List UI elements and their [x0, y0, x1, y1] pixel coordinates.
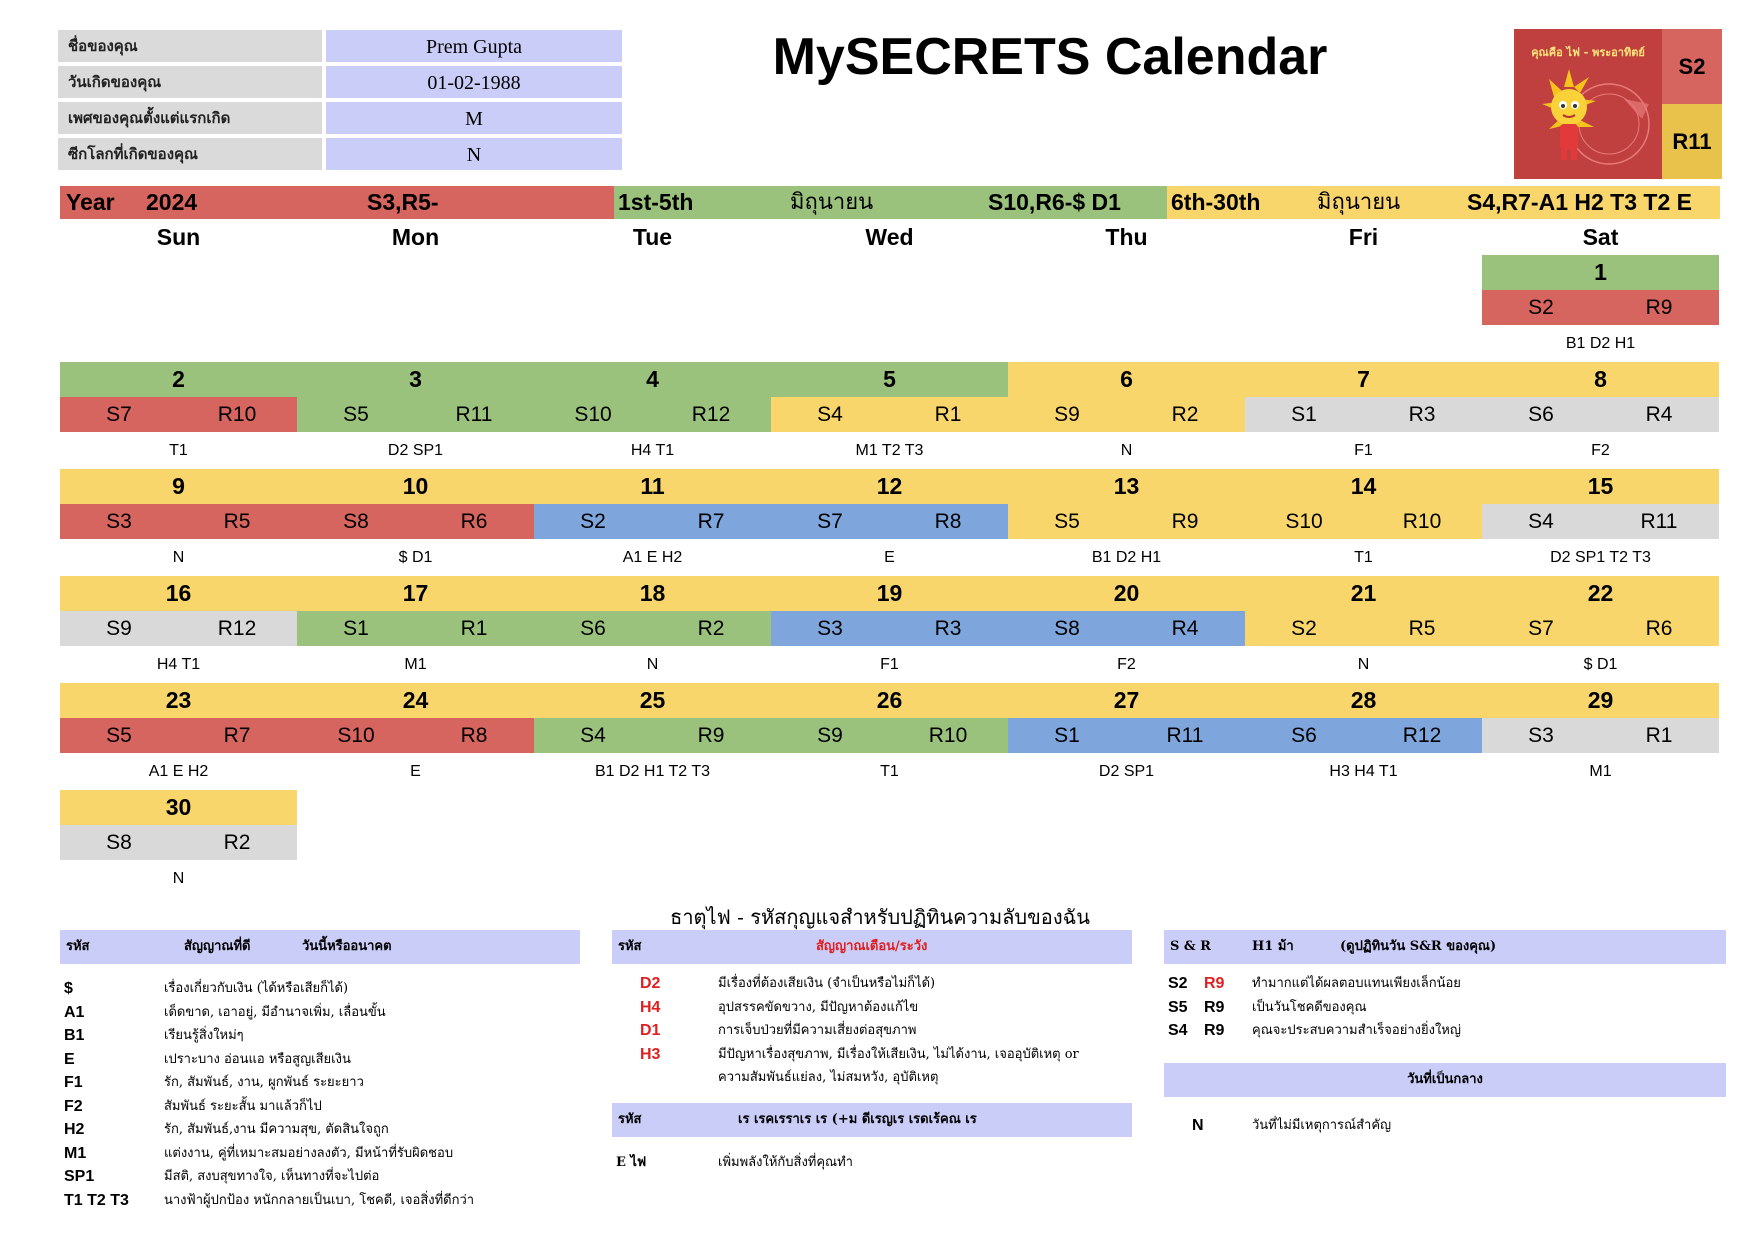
sr-head-text: (ดูปฏิทินวัน S&R ของคุณ) [1340, 939, 1497, 954]
profile-value-birthdate: 01-02-1988 [326, 66, 622, 98]
warning-desc: อุปสรรคขัดขวาง, มีปัญหาต้องแก้ไข [718, 999, 919, 1015]
good-sign-code: SP1 [64, 1168, 95, 1185]
day-s-code: S1 [1291, 403, 1317, 426]
day-number: 29 [1482, 683, 1719, 718]
day-r-code: R3 [934, 617, 962, 640]
warning-desc: ความสัมพันธ์แย่ลง, ไม่สมหวัง, อุบัติเหตุ [718, 1070, 939, 1085]
day-number: 22 [1482, 576, 1719, 611]
neutral-desc: วันที่ไม่มีเหตุการณ์สำคัญ [1252, 1118, 1392, 1133]
day-sr-row [1245, 611, 1482, 646]
day-r-code: R2 [1171, 403, 1199, 426]
day-event-codes: F1 [1354, 442, 1373, 459]
day-r-code: R10 [1402, 510, 1442, 533]
day-sr-row [60, 718, 297, 753]
energy-code: E ไฟ [616, 1155, 647, 1170]
warning-desc: มีเรื่องที่ต้องเสียเงิน (จำเป็นหรือไม่ก็ได้) [718, 976, 936, 991]
sr-s-code: S2 [1168, 975, 1188, 992]
dow-fri: Fri [1348, 224, 1379, 250]
year-codes: S3,R5- [367, 189, 439, 215]
day-number: 24 [297, 683, 534, 718]
sr-s-code: S4 [1168, 1022, 1188, 1039]
day-r-code: R11 [1166, 724, 1204, 747]
warnings-head-sign: สัญญาณเตือน/ระวัง [816, 939, 928, 954]
good-sign-code: $ [64, 980, 73, 997]
day-sr-row [1482, 397, 1719, 432]
day-s-code: S1 [1054, 724, 1080, 747]
day-event-codes: F2 [1117, 656, 1136, 673]
day-event-codes: H4 T1 [156, 656, 201, 673]
dow-sat: Sat [1582, 224, 1619, 250]
day-r-code: R4 [1171, 617, 1199, 640]
day-number: 23 [60, 683, 297, 718]
day-event-codes: D2 SP1 [1098, 763, 1155, 780]
warnings-header [612, 930, 1132, 964]
day-event-codes: D2 SP1 T2 T3 [1550, 549, 1651, 566]
day-s-code: S7 [1528, 617, 1554, 640]
day-number: 8 [1482, 362, 1719, 397]
day-event-codes: H3 H4 T1 [1329, 763, 1398, 780]
profile-label-name: ชื่อของคุณ [58, 30, 322, 62]
good-sign-desc: รัก, สัมพันธ์,งาน มีความสุข, ตัดสินใจถูก [164, 1122, 389, 1137]
day-sr-row [534, 504, 771, 539]
day-r-code: R11 [455, 403, 493, 426]
day-event-codes: A1 E H2 [148, 763, 209, 780]
day-sr-row [60, 825, 297, 860]
day-r-code: R7 [223, 724, 251, 747]
energy-head-text: เร เรคเรราเร เร (+ม ดีเรญเร เรดเร้คณ เร [738, 1112, 977, 1127]
day-r-code: R12 [1402, 724, 1442, 747]
good-sign-code: B1 [64, 1027, 85, 1044]
day-s-code: S1 [343, 617, 369, 640]
day-event-codes: T1 [169, 442, 188, 459]
day-event-codes: N [1120, 442, 1133, 459]
day-r-code: R10 [217, 403, 257, 426]
day-r-code: R1 [1645, 724, 1673, 747]
year-value: 2024 [146, 189, 198, 215]
element-badge-s: S2 [1662, 29, 1722, 104]
day-r-code: R3 [1408, 403, 1436, 426]
good-signs-head-sign: สัญญาณที่ดี [184, 939, 251, 954]
good-sign-desc: สัมพันธ์ ระยะสั้น มาแล้วก็ไป [164, 1098, 322, 1114]
day-r-code: R1 [460, 617, 488, 640]
day-sr-row [771, 611, 1008, 646]
good-sign-code: F2 [64, 1097, 83, 1115]
good-sign-desc: เด็ดขาด, เอาอยู่, มีอำนาจเพิ่ม, เลื่อนขั้น [164, 1004, 386, 1020]
energy-header [612, 1103, 1132, 1137]
day-number: 9 [60, 469, 297, 504]
warning-desc: การเจ็บป่วยที่มีความเสี่ยงต่อสุขภาพ [718, 1023, 917, 1038]
good-sign-code: A1 [64, 1003, 85, 1021]
sr-r-code: R9 [1204, 998, 1225, 1016]
day-event-codes: E [410, 763, 421, 780]
period2-codes: S4,R7-A1 H2 T3 T2 E [1467, 189, 1692, 215]
day-event-codes: D2 SP1 [387, 442, 444, 459]
dow-wed: Wed [865, 224, 914, 250]
day-s-code: S5 [343, 403, 369, 426]
day-number: 27 [1008, 683, 1245, 718]
year-band [60, 186, 614, 219]
day-s-code: S10 [337, 724, 375, 747]
day-number: 1 [1482, 255, 1719, 290]
day-sr-row [297, 504, 534, 539]
day-number: 13 [1008, 469, 1245, 504]
good-sign-desc: มีสติ, สงบสุขทางใจ, เห็นทางที่จะไปต่อ [164, 1169, 380, 1184]
day-event-codes: F1 [880, 656, 899, 673]
day-event-codes: T1 [880, 763, 899, 780]
day-sr-row [771, 718, 1008, 753]
day-r-code: R12 [691, 403, 731, 426]
day-r-code: R2 [223, 831, 251, 854]
day-sr-row [1008, 718, 1245, 753]
day-event-codes: M1 [1589, 763, 1612, 780]
day-sr-row [534, 718, 771, 753]
day-sr-row [1245, 397, 1482, 432]
good-signs-header [60, 930, 580, 964]
day-number: 14 [1245, 469, 1482, 504]
day-number: 5 [771, 362, 1008, 397]
day-s-code: S2 [580, 510, 606, 533]
day-r-code: R6 [1645, 617, 1673, 640]
day-s-code: S4 [1528, 510, 1554, 533]
day-sr-row [1482, 611, 1719, 646]
day-r-code: R10 [928, 724, 968, 747]
day-number: 7 [1245, 362, 1482, 397]
day-s-code: S10 [574, 403, 612, 426]
sr-r-code: R9 [1204, 1022, 1225, 1039]
day-event-codes: E [884, 549, 895, 566]
dow-sun: Sun [156, 224, 201, 250]
good-sign-code: E [64, 1050, 75, 1068]
day-r-code: R5 [223, 510, 251, 533]
period1-band [614, 186, 1167, 219]
day-number: 2 [60, 362, 297, 397]
period1-range: 1st-5th [618, 189, 694, 215]
day-s-code: S9 [1054, 403, 1080, 426]
profile-label-birthdate: วันเกิดของคุณ [58, 66, 322, 98]
good-sign-desc: รัก, สัมพันธ์, งาน, ผูกพันธ์ ระยะยาว [164, 1075, 364, 1090]
day-number: 25 [534, 683, 771, 718]
day-s-code: S7 [817, 510, 843, 533]
day-event-codes: N [646, 656, 659, 673]
day-event-codes: F2 [1591, 442, 1610, 459]
day-event-codes: $ D1 [1583, 656, 1618, 673]
day-event-codes: A1 E H2 [622, 549, 683, 566]
good-sign-code: T1 T2 T3 [64, 1191, 129, 1209]
day-s-code: S8 [106, 831, 132, 854]
page-title: MySECRETS Calendar [772, 28, 1328, 86]
warning-code: H3 [640, 1045, 661, 1063]
day-number: 30 [60, 790, 297, 825]
good-signs-head-code: รหัส [66, 939, 90, 954]
warning-code: D2 [640, 975, 661, 992]
day-s-code: S9 [817, 724, 843, 747]
day-r-code: R12 [217, 617, 257, 640]
sr-desc: ทำมากแต่ได้ผลตอบแทนเพียงเล็กน้อย [1252, 976, 1461, 991]
sr-desc: คุณจะประสบความสำเร็จอย่างยิ่งใหญ่ [1252, 1023, 1461, 1038]
day-r-code: R9 [1645, 296, 1673, 319]
dow-thu: Thu [1105, 224, 1148, 250]
warning-code: D1 [640, 1022, 661, 1039]
sr-header [1164, 930, 1726, 964]
day-event-codes: N [172, 870, 185, 887]
day-number: 20 [1008, 576, 1245, 611]
profile-value-name: Prem Gupta [326, 30, 622, 62]
neutral-head-text: วันที่เป็นกลาง [1407, 1072, 1483, 1087]
element-badge-r: R11 [1662, 104, 1722, 179]
day-s-code: S7 [106, 403, 132, 426]
day-number: 26 [771, 683, 1008, 718]
key-title: ธาตุไฟ - รหัสกุญแจสำหรับปฏิทินความลับของฉัน [670, 905, 1090, 929]
year-label: Year [66, 189, 115, 215]
day-sr-row [60, 397, 297, 432]
sr-head-h1: H1 ม้า [1252, 939, 1294, 954]
day-sr-row [297, 718, 534, 753]
good-signs-head-time: วันนี้หรืออนาคต [302, 939, 392, 954]
day-number: 18 [534, 576, 771, 611]
day-r-code: R5 [1408, 617, 1436, 640]
sr-head-code: S & R [1170, 939, 1211, 954]
profile-label-gender: เพศของคุณตั้งแต่แรกเกิด [58, 102, 322, 134]
period1-month: มิถุนายน [790, 190, 874, 215]
energy-desc: เพิ่มพลังให้กับสิ่งที่คุณทำ [718, 1155, 853, 1170]
day-number: 3 [297, 362, 534, 397]
day-s-code: S2 [1291, 617, 1317, 640]
day-sr-row [771, 397, 1008, 432]
good-sign-code: H2 [64, 1121, 85, 1138]
day-event-codes: M1 [404, 656, 427, 673]
day-sr-row [534, 397, 771, 432]
day-s-code: S3 [106, 510, 132, 533]
day-sr-row [1245, 718, 1482, 753]
sun-mascot-icon [1514, 29, 1662, 179]
warning-code: H4 [640, 998, 661, 1016]
day-r-code: R9 [1171, 510, 1199, 533]
neutral-code: N [1192, 1117, 1204, 1134]
day-s-code: S6 [1291, 724, 1317, 747]
day-sr-row [534, 611, 771, 646]
profile-value-gender: M [326, 102, 622, 134]
day-sr-row [60, 504, 297, 539]
period2-month: มิถุนายน [1317, 190, 1401, 215]
day-s-code: S5 [106, 724, 132, 747]
day-event-codes: N [172, 549, 185, 566]
day-sr-row [1482, 718, 1719, 753]
day-sr-row [1245, 504, 1482, 539]
day-s-code: S3 [817, 617, 843, 640]
day-s-code: S10 [1285, 510, 1323, 533]
dow-mon: Mon [391, 224, 440, 250]
day-r-code: R8 [934, 510, 962, 533]
warnings-head-code: รหัส [618, 939, 642, 954]
day-number: 17 [297, 576, 534, 611]
good-sign-desc: เรียนรู้สิ่งใหม่ๆ [164, 1028, 244, 1043]
sr-r-code: R9 [1204, 975, 1225, 992]
day-event-codes: H4 T1 [630, 442, 675, 459]
profile-label-hemisphere: ซีกโลกที่เกิดของคุณ [58, 138, 322, 170]
element-logo [1514, 29, 1662, 179]
day-s-code: S5 [1054, 510, 1080, 533]
day-event-codes: N [1357, 656, 1370, 673]
sr-s-code: S5 [1168, 998, 1188, 1016]
day-s-code: S3 [1528, 724, 1554, 747]
good-sign-desc: แต่งงาน, คู่ที่เหมาะสมอย่างลงตัว, มีหน้าที่รับผิดชอบ [164, 1145, 454, 1161]
day-number: 15 [1482, 469, 1719, 504]
day-sr-row [297, 397, 534, 432]
day-r-code: R9 [697, 724, 725, 747]
day-s-code: S8 [343, 510, 369, 533]
day-event-codes: B1 D2 H1 [1091, 549, 1162, 566]
day-number: 21 [1245, 576, 1482, 611]
day-r-code: R1 [934, 403, 962, 426]
day-number: 16 [60, 576, 297, 611]
neutral-header [1164, 1063, 1726, 1097]
day-number: 19 [771, 576, 1008, 611]
good-sign-desc: เรื่องเกี่ยวกับเงิน (ได้หรือเสียก็ได้) [164, 981, 349, 996]
period2-band [1167, 186, 1720, 219]
energy-head-code: รหัส [618, 1112, 642, 1127]
day-sr-row [771, 504, 1008, 539]
period2-range: 6th-30th [1171, 189, 1261, 215]
day-sr-row [1008, 611, 1245, 646]
day-s-code: S2 [1528, 296, 1554, 319]
good-sign-desc: นางฟ้าผู้ปกป้อง หนักกลายเป็นเบา, โชคดี, เจอสิ่งที่ดีกว่า [164, 1192, 475, 1208]
profile-value-hemisphere: N [326, 138, 622, 170]
good-sign-desc: เปราะบาง อ่อนแอ หรือสูญเสียเงิน [164, 1051, 351, 1067]
day-sr-row [1482, 504, 1719, 539]
good-sign-code: M1 [64, 1144, 87, 1162]
dow-tue: Tue [632, 224, 673, 250]
day-sr-row [297, 611, 534, 646]
day-s-code: S6 [580, 617, 606, 640]
day-event-codes: B1 D2 H1 [1565, 335, 1636, 352]
day-r-code: R4 [1645, 403, 1673, 426]
day-event-codes: B1 D2 H1 T2 T3 [594, 763, 711, 780]
day-sr-row [1482, 290, 1719, 325]
day-event-codes: $ D1 [398, 549, 433, 566]
warning-desc: มีปัญหาเรื่องสุขภาพ, มีเรื่องให้เสียเงิน, ไม่ได้งาน, เจออุบัติเหตุ or [718, 1046, 1079, 1062]
day-number: 11 [534, 469, 771, 504]
day-number: 28 [1245, 683, 1482, 718]
day-number: 4 [534, 362, 771, 397]
good-sign-code: F1 [64, 1074, 83, 1091]
period1-codes: S10,R6-$ D1 [988, 189, 1121, 215]
day-number: 6 [1008, 362, 1245, 397]
day-r-code: R11 [1640, 510, 1678, 533]
logo-caption: คุณคือ ไฟ - พระอาทิตย์ [1531, 46, 1645, 59]
day-r-code: R2 [697, 617, 725, 640]
day-event-codes: M1 T2 T3 [855, 442, 924, 459]
day-sr-row [60, 611, 297, 646]
day-sr-row [1008, 397, 1245, 432]
day-s-code: S4 [817, 403, 843, 426]
day-s-code: S4 [580, 724, 606, 747]
day-s-code: S8 [1054, 617, 1080, 640]
day-event-codes: T1 [1354, 549, 1373, 566]
day-r-code: R7 [697, 510, 725, 533]
day-s-code: S9 [106, 617, 132, 640]
day-r-code: R8 [460, 724, 488, 747]
day-sr-row [1008, 504, 1245, 539]
day-r-code: R6 [460, 510, 488, 533]
day-s-code: S6 [1528, 403, 1554, 426]
day-number: 10 [297, 469, 534, 504]
day-number: 12 [771, 469, 1008, 504]
sr-desc: เป็นวันโชคดีของคุณ [1252, 999, 1367, 1015]
